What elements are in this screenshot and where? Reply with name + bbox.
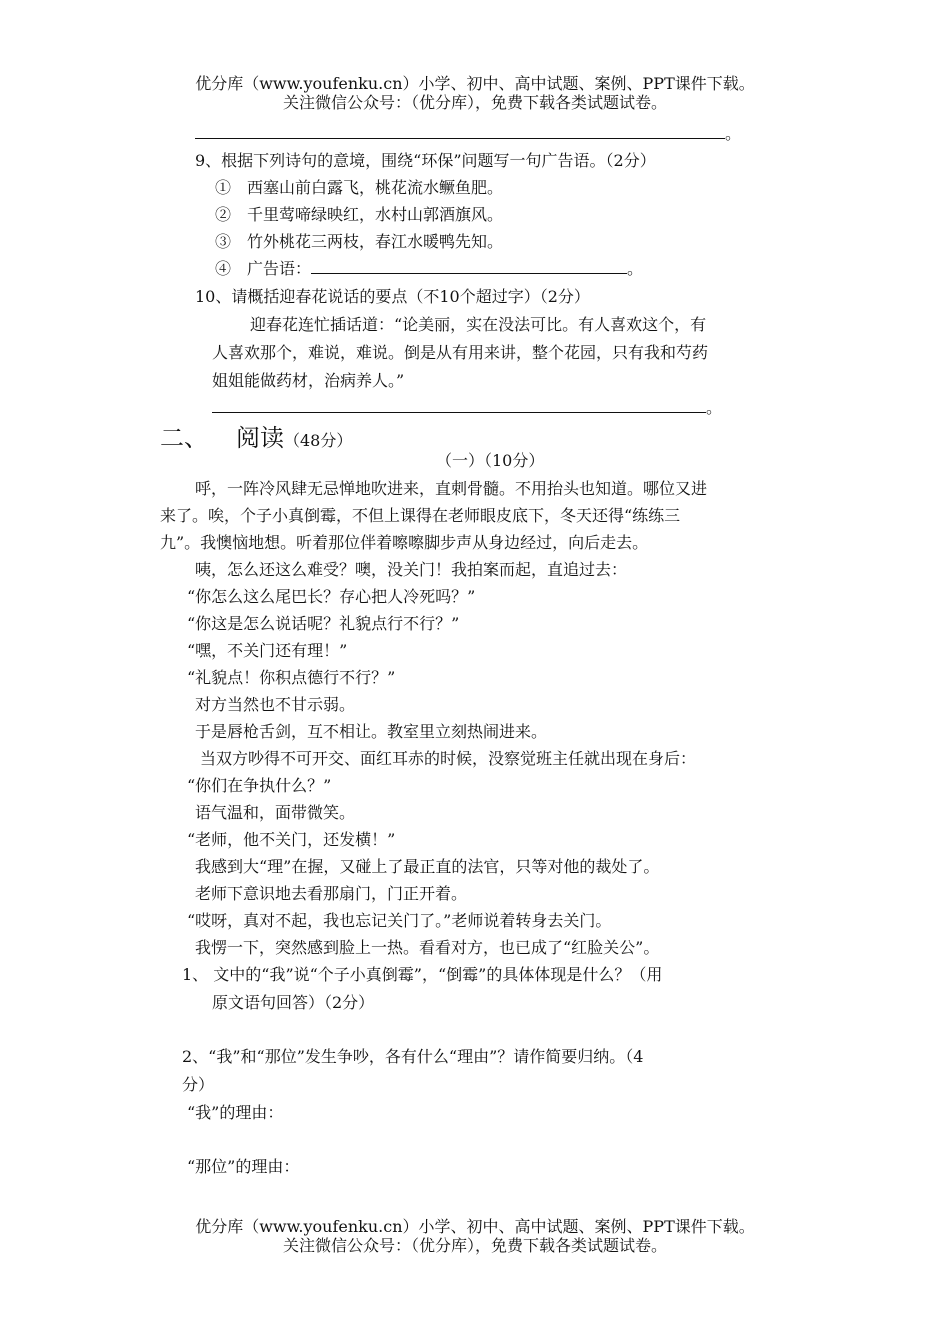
passage-line-6: “你这是怎么说话呢？礼貌点行不行？” (187, 614, 460, 633)
footer-line-1: 优分库（www.youfenku.cn）小学、初中、高中试题、案例、PPT课件下载。 (195, 1217, 755, 1236)
passage-line-13: 语气温和，面带微笑。 (195, 803, 356, 822)
q9-prompt: 9、根据下列诗句的意境，围绕“环保”问题写一句广告语。（2分） (195, 151, 656, 170)
q10-blank-end: 。 (706, 398, 723, 417)
q9-ad-end: 。 (627, 259, 644, 278)
q9-ad-blank[interactable] (311, 259, 627, 274)
q9-ad-label: ④ 广告语： (215, 259, 312, 278)
section-2-number: 二、 (160, 424, 208, 452)
passage-line-11: 当双方吵得不可开交、面红耳赤的时候，没察觉班主任就出现在身后： (200, 749, 697, 768)
passage-line-12: “你们在争执什么？” (187, 776, 332, 795)
question-1-line-2: 原文语句回答）（2分） (212, 993, 375, 1012)
passage-line-15: 我感到大“理”在握，又碰上了最正直的法官，只等对他的裁处了。 (195, 857, 660, 876)
passage-line-9: 对方当然也不甘示弱。 (195, 695, 356, 714)
passage-line-8: “礼貌点！你积点德行不行？” (187, 668, 396, 687)
section-2-heading (160, 423, 352, 453)
question-2-line-1: 2、“我”和“那位”发生争吵，各有什么“理由”？请作简要归纳。（4 (182, 1047, 644, 1066)
q10-quote-line-1: 迎春花连忙插话道：“论美丽，实在没法可比。有人喜欢这个，有 (250, 315, 707, 334)
passage-line-5: “你怎么这么尾巴长？存心把人冷死吗？” (187, 587, 476, 606)
section-2-title: 阅读 (236, 424, 284, 452)
reason-me-label: “我”的理由： (187, 1103, 284, 1122)
q10-quote-line-2: 人喜欢那个，难说，难说。倒是从有用来讲，整个花园，只有我和芍药 (212, 343, 709, 362)
passage-line-2: 来了。唉，个子小真倒霉，不但上课得在老师眼皮底下，冬天还得“练练三 (160, 506, 681, 525)
answer-blank-prev[interactable] (195, 124, 741, 144)
q9-item-1: ① 西塞山前白露飞，桃花流水鳜鱼肥。 (215, 178, 504, 197)
passage-line-16: 老师下意识地去看那扇门，门正开着。 (195, 884, 468, 903)
header-line-1: 优分库（www.youfenku.cn）小学、初中、高中试题、案例、PPT课件下载。 (195, 74, 755, 93)
passage-line-17: “哎呀，真对不起，我也忘记关门了。”老师说着转身去关门。 (187, 911, 612, 930)
footer-line-2: 关注微信公众号：（优分库），免费下载各类试题试卷。 (282, 1236, 667, 1255)
q9-item-3: ③ 竹外桃花三两枝，春江水暖鸭先知。 (215, 232, 504, 251)
blank-end-punct: 。 (725, 124, 742, 143)
passage-line-3: 九”。我懊恼地想。听着那位伴着嚓嚓脚步声从身边经过，向后走去。 (160, 533, 649, 552)
q10-quote-line-3: 姐姐能做药材，治病养人。” (212, 371, 405, 390)
q10-prompt: 10、请概括迎春花说话的要点（不10个超过字）（2分） (195, 287, 590, 306)
q9-ad-line (215, 259, 643, 279)
q9-item-2: ② 千里莺啼绿映红，水村山郭酒旗风。 (215, 205, 504, 224)
section-2-score: （48分） (284, 431, 353, 450)
reason-other-label: “那位”的理由： (187, 1157, 300, 1176)
passage-line-14: “老师，他不关门，还发横！” (187, 830, 396, 849)
question-2-line-2: 分） (182, 1075, 215, 1094)
passage-line-18: 我愣一下，突然感到脸上一热。看看对方，也已成了“红脸关公”。 (195, 938, 660, 957)
q10-answer-blank[interactable] (212, 398, 722, 418)
passage-line-10: 于是唇枪舌剑，互不相让。教室里立刻热闹进来。 (195, 722, 548, 741)
header-line-2: 关注微信公众号：（优分库），免费下载各类试题试卷。 (282, 93, 667, 112)
passage-line-4: 咦，怎么还这么难受？噢，没关门！我拍案而起，直追过去： (195, 560, 628, 579)
section-2-subtitle: （一）（10分） (436, 451, 545, 470)
passage-line-7: “嘿，不关门还有理！” (187, 641, 348, 660)
question-1-line-1: 1、 文中的“我”说“个子小真倒霉”，“倒霉”的具体体现是什么？（用 (182, 965, 663, 984)
passage-line-1: 呼，一阵冷风肆无忌惮地吹进来，直刺骨髓。不用抬头也知道。哪位又进 (195, 479, 708, 498)
